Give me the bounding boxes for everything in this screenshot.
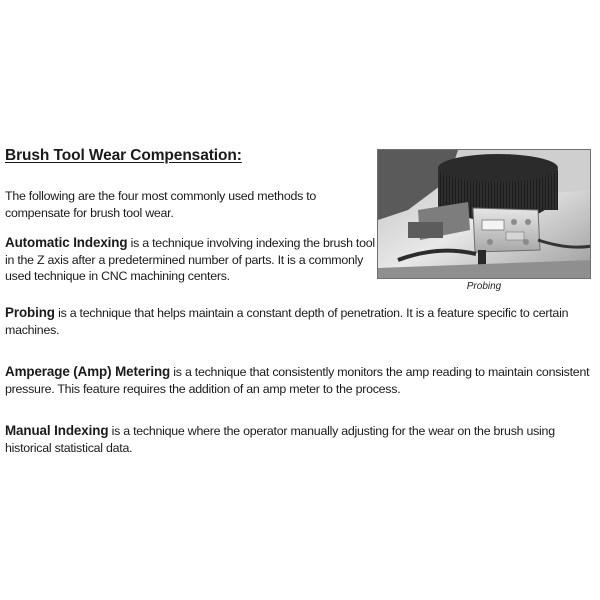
probing-paragraph — [5, 305, 590, 338]
probing-description: is a technique that helps maintain a constant depth of penetration. It is a feature specific to certain machines. — [5, 306, 569, 337]
manual-indexing-description: is a technique where the operator manually adjusting for the wear on the brush using historical statistical data. — [5, 424, 555, 455]
automatic-indexing-term: Automatic Indexing — [5, 235, 128, 250]
page-title: Brush Tool Wear Compensation: — [5, 147, 242, 164]
amperage-metering-paragraph — [5, 364, 590, 397]
photo-caption: Probing — [466, 281, 502, 292]
automatic-indexing-paragraph — [5, 235, 377, 285]
probing-photo — [377, 149, 591, 279]
intro-paragraph: The following are the four most commonly used methods to compensate for brush tool wear. — [5, 189, 317, 220]
probing-machine-image — [378, 150, 591, 279]
manual-indexing-paragraph — [5, 423, 590, 456]
amperage-metering-term: Amperage (Amp) Metering — [5, 364, 171, 379]
manual-indexing-term: Manual Indexing — [5, 423, 109, 438]
amperage-metering-description: is a technique that consistently monitors the amp reading to maintain consistent pressure. This feature requires the addition of an amp meter to the process. — [5, 365, 590, 396]
probing-term: Probing — [5, 305, 55, 320]
automatic-indexing-description: is a technique involving indexing the brush tool in the Z axis after a predetermined number of parts. It is a commonly used technique in CNC machining centers. — [5, 236, 375, 283]
